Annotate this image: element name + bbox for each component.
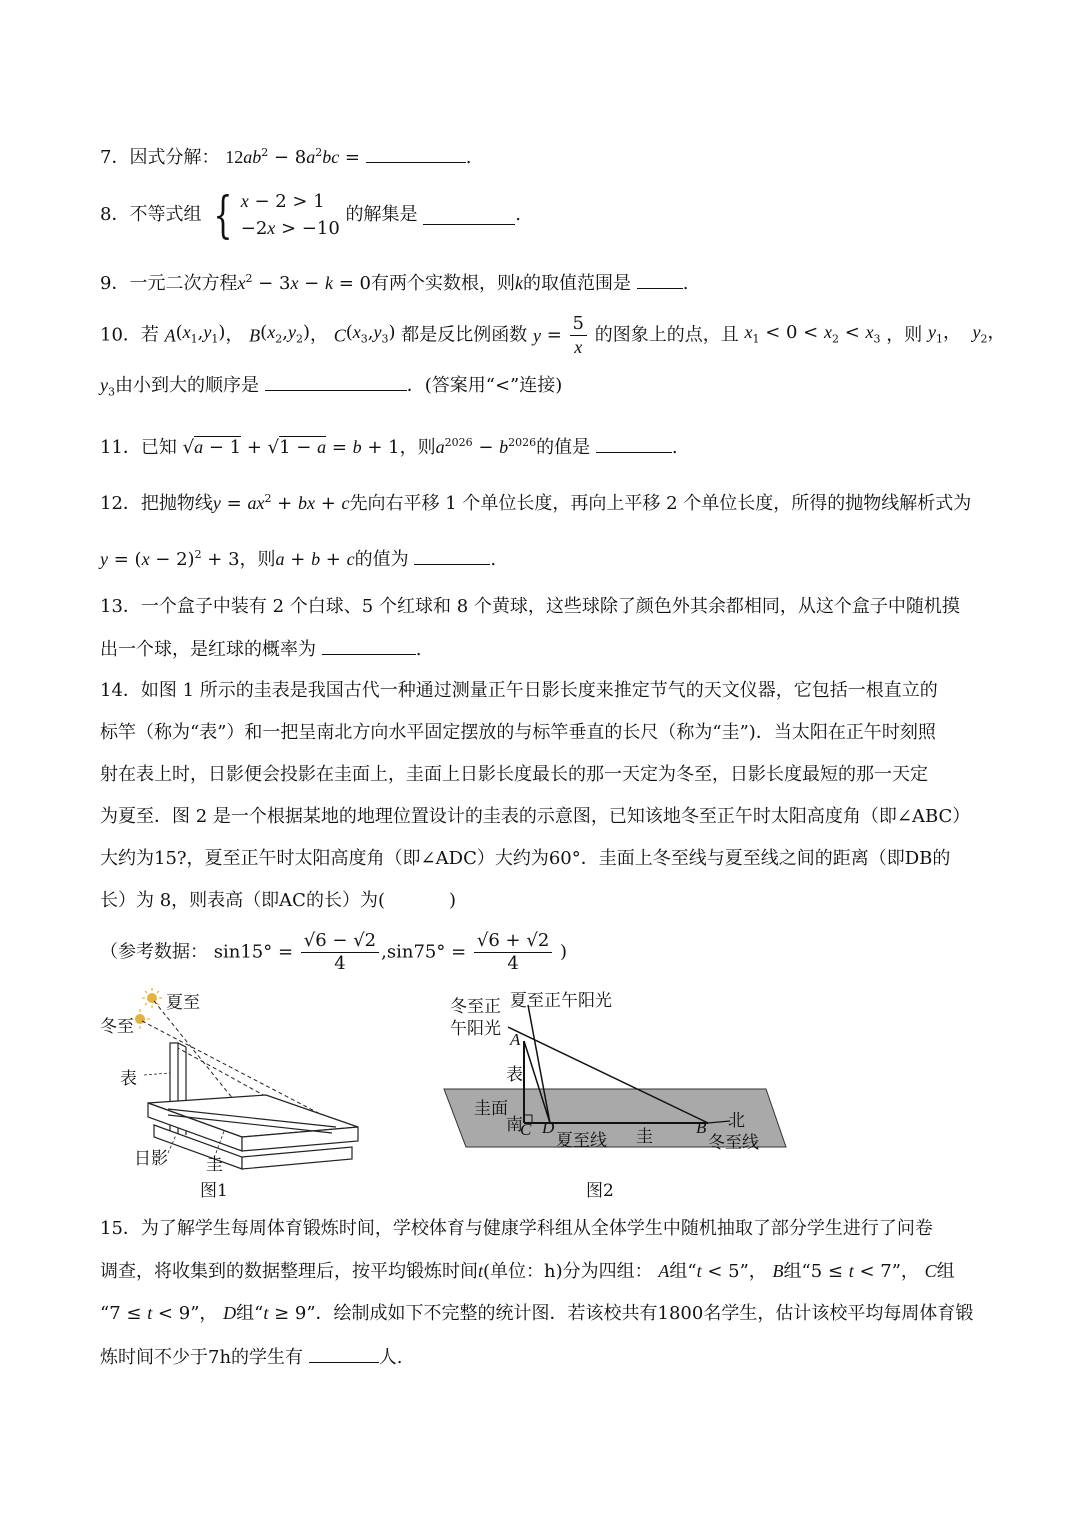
answer-blank[interactable] [414, 546, 490, 565]
answer-blank[interactable] [637, 270, 683, 289]
question-11: 11．已知 √a − 1 + √1 − a = b + 1，则$a^{2026} - b^{2026}$的值是 . [100, 436, 678, 458]
question-13: 13．一个盒子中装有 2 个白球、5 个红球和 8 个黄球，这些球除了颜色外其余都相同，从这个盒子中随机摸 [100, 596, 960, 617]
label-biao-2: 表 [506, 1065, 523, 1085]
question-15-line4: 炼时间不少于7h的学生有 人. [100, 1344, 403, 1371]
answer-blank[interactable] [265, 372, 407, 391]
figure-1-caption: 图1 [200, 1181, 228, 1201]
label-xiazhixian: 夏至线 [556, 1131, 607, 1151]
answer-blank[interactable] [366, 144, 466, 163]
label-dongzhixian: 冬至线 [708, 1133, 759, 1153]
label-gui: 圭 [206, 1155, 223, 1175]
question-14-line2: 标竿（称为“表”）和一把呈南北方向水平固定摆放的与标竿垂直的长尺（称为“圭”)．当太阳在正午时刻照 [100, 722, 936, 743]
answer-blank[interactable] [596, 434, 672, 453]
label-dongzhi-light-2: 午阳光 [450, 1019, 501, 1039]
point-D: D [542, 1118, 555, 1137]
label-biao: 表 [120, 1069, 137, 1089]
question-14-line5: 大约为15?，夏至正午时太阳高度角（即∠ADC）大约为60°．圭面上冬至线与夏至线之间的距离（即DB的 [100, 848, 951, 869]
question-10: 10．若 $A(x_1,y_1)$， $B(x_2,y_2)$， $C(x_3,y_3)$ 都是反比例函数 y = $\frac{5}{x}$ 的图象上的点，且 $x_1 < 0 < x_2 < x_3$ ，则 $y_1$， $y_2$， [100, 313, 1006, 357]
question-14-reference: （参考数据： sin15° = $\frac{√6 - √2}{4}$ ,sin75° = $\frac{√6 + √2}{4}$ ) [100, 930, 568, 974]
label-bei: 北 [728, 1111, 745, 1131]
sun-icon-xiazhi [142, 988, 162, 1008]
figure-2-caption: 图2 [586, 1181, 614, 1201]
question-13-line2: 出一个球，是红球的概率为 . [100, 636, 421, 663]
question-12-line2: $y = (x - 2)^2 + 3$，则a + b + c的值为 . [100, 548, 497, 570]
question-15-line1: 15．为了解学生每周体育锻炼时间，学校体育与健康学科组从全体学生中随机抽取了部分学生进行了问卷 [100, 1218, 933, 1239]
label-dongzhi-light-1: 冬至正 [450, 997, 501, 1017]
point-C: C [520, 1120, 532, 1139]
question-14-line1: 14．如图 1 所示的圭表是我国古代一种通过测量正午日影长度来推定节气的天文仪器，它包括一根直立的 [100, 680, 938, 701]
question-14-line4: 为夏至．图 2 是一个根据某地的地理位置设计的圭表的示意图，已知该地冬至正午时太阳高度角（即∠ABC） [100, 806, 971, 827]
fraction-5-over-x: $\frac{5}{x}$ [570, 313, 587, 358]
question-10-line2: $y_3$由小到大的顺序是 ．(答案用“<”连接) [100, 372, 562, 406]
question-7: 7．因式分解： $12ab^2 - 8a^2bc$ = . [100, 146, 472, 168]
label-nan: 南 [506, 1115, 523, 1135]
point-B: B [696, 1118, 707, 1137]
question-14-line3: 射在表上时，日影便会投影在圭面上，圭面上日影长度最长的那一天定为冬至，日影长度最短的那一天定 [100, 764, 928, 785]
label-gui-2: 圭 [636, 1127, 653, 1147]
question-15-line3: “7 ≤ t < 9”， D组“t ≥ 9”．绘制成如下不完整的统计图．若该校共有1800名学生，估计该校平均每周体育锻 [100, 1303, 974, 1324]
label-dongzhi: 冬至 [100, 1017, 134, 1037]
label-riying: 日影 [134, 1149, 168, 1169]
label-xiazhi-light: 夏至正午阳光 [510, 991, 612, 1011]
answer-blank[interactable] [322, 636, 416, 655]
question-9: 9．一元二次方程$x^2 - 3x - k = 0$有两个实数根，则k的取值范围是 . [100, 272, 689, 294]
point-A: A [510, 1030, 521, 1049]
question-15-line2: 调查，将收集到的数据整理后，按平均锻炼时间t(单位：h)分为四组： A组“t < 5”， B组“5 ≤ t < 7”， C组 [100, 1261, 955, 1282]
label-guimian: 圭面 [474, 1099, 508, 1119]
label-xiazhi: 夏至 [166, 993, 200, 1013]
question-12: 12．把抛物线$y = ax^2$ + bx + c先向右平移 1 个单位长度，再向上平移 2 个单位长度，所得的抛物线解析式为 [100, 492, 972, 514]
answer-blank[interactable] [423, 206, 515, 225]
answer-blank[interactable] [309, 1344, 379, 1363]
question-8: 8．不等式组 { x − 2 > 1 −2x > −10 的解集是 . [100, 186, 521, 244]
question-14-line6: 长）为 8，则表高（即AC的长）为( ) [100, 890, 456, 911]
